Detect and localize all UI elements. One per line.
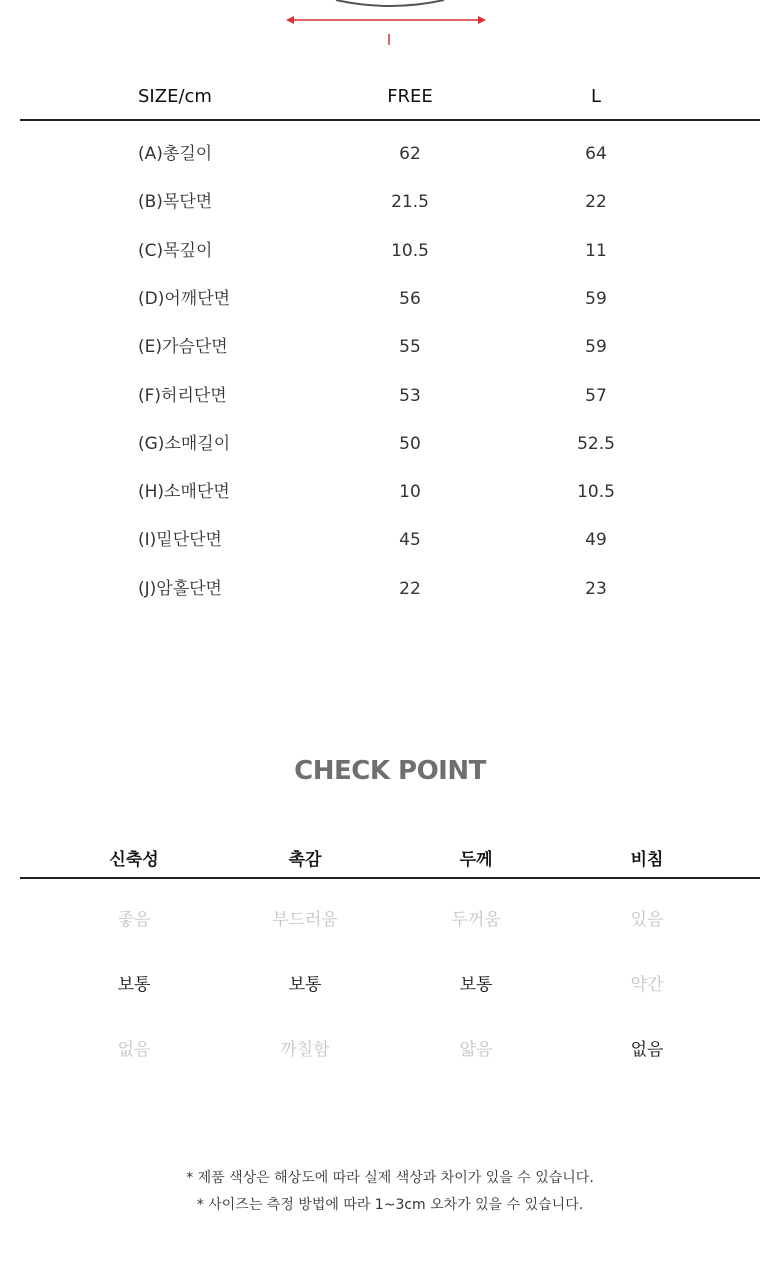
check-option: 없음: [117, 1040, 151, 1060]
arrow-head-right: [478, 16, 486, 24]
check-option-selected: 없음: [630, 1040, 664, 1060]
size-row-free: 56: [399, 289, 421, 309]
size-row-free: 53: [399, 386, 421, 406]
size-row-label: (I)밑단단면: [138, 530, 222, 550]
check-option: 좋음: [117, 910, 151, 930]
note-color-disclaimer: * 제품 색상은 해상도에 따라 실제 색상과 차이가 있을 수 있습니다.: [186, 1170, 594, 1186]
check-option-selected: 보통: [459, 975, 493, 995]
size-row-free: 45: [399, 530, 421, 550]
size-row-label: (B)목단면: [138, 192, 213, 212]
size-row-l: 57: [585, 386, 607, 406]
check-option: 얇음: [459, 1040, 493, 1060]
size-row-free: 10: [399, 482, 421, 502]
size-row-l: 11: [585, 241, 607, 261]
check-header-texture: 촉감: [288, 850, 322, 870]
size-row-label: (H)소매단면: [138, 482, 230, 502]
size-row-l: 10.5: [577, 482, 615, 502]
size-row-l: 59: [585, 289, 607, 309]
size-row-label: (G)소매길이: [138, 434, 231, 454]
size-header-l: L: [590, 86, 602, 107]
note-size-disclaimer: * 사이즈는 측정 방법에 따라 1~3cm 오차가 있을 수 있습니다.: [196, 1197, 584, 1213]
garment-diagram-fragment: [0, 0, 780, 60]
measure-label: I: [386, 31, 392, 49]
size-table-divider: [20, 119, 760, 121]
size-row-label: (C)목깊이: [138, 241, 213, 261]
size-row-free: 21.5: [391, 192, 429, 212]
size-header-free: FREE: [387, 86, 433, 107]
check-point-title: CHECK POINT: [294, 756, 486, 786]
size-row-label: (F)허리단면: [138, 386, 227, 406]
garment-hem-outline: [336, 0, 444, 6]
check-option-selected: 보통: [117, 975, 151, 995]
check-header-elasticity: 신축성: [109, 850, 159, 870]
check-table-divider: [20, 877, 760, 879]
check-header-sheerness: 비침: [630, 850, 664, 870]
size-row-label: (A)총길이: [138, 144, 213, 164]
size-row-l: 64: [585, 144, 607, 164]
check-option: 약간: [630, 975, 664, 995]
size-row-free: 62: [399, 144, 421, 164]
size-row-l: 52.5: [577, 434, 615, 454]
size-row-free: 55: [399, 337, 421, 357]
size-header-label: SIZE/cm: [138, 86, 212, 107]
size-row-label: (E)가슴단면: [138, 337, 228, 357]
check-option: 부드러움: [272, 910, 338, 930]
check-option: 까칠함: [280, 1040, 330, 1060]
size-row-free: 50: [399, 434, 421, 454]
check-option: 두꺼움: [451, 910, 501, 930]
size-row-l: 49: [585, 530, 607, 550]
size-row-label: (D)어깨단면: [138, 289, 231, 309]
size-row-l: 59: [585, 337, 607, 357]
size-row-l: 23: [585, 579, 607, 599]
arrow-head-left: [286, 16, 294, 24]
size-row-l: 22: [585, 192, 607, 212]
check-header-thickness: 두께: [459, 850, 493, 870]
check-option-selected: 보통: [288, 975, 322, 995]
check-option: 있음: [630, 910, 664, 930]
size-row-free: 22: [399, 579, 421, 599]
size-row-free: 10.5: [391, 241, 429, 261]
size-row-label: (J)암홀단면: [138, 579, 222, 599]
